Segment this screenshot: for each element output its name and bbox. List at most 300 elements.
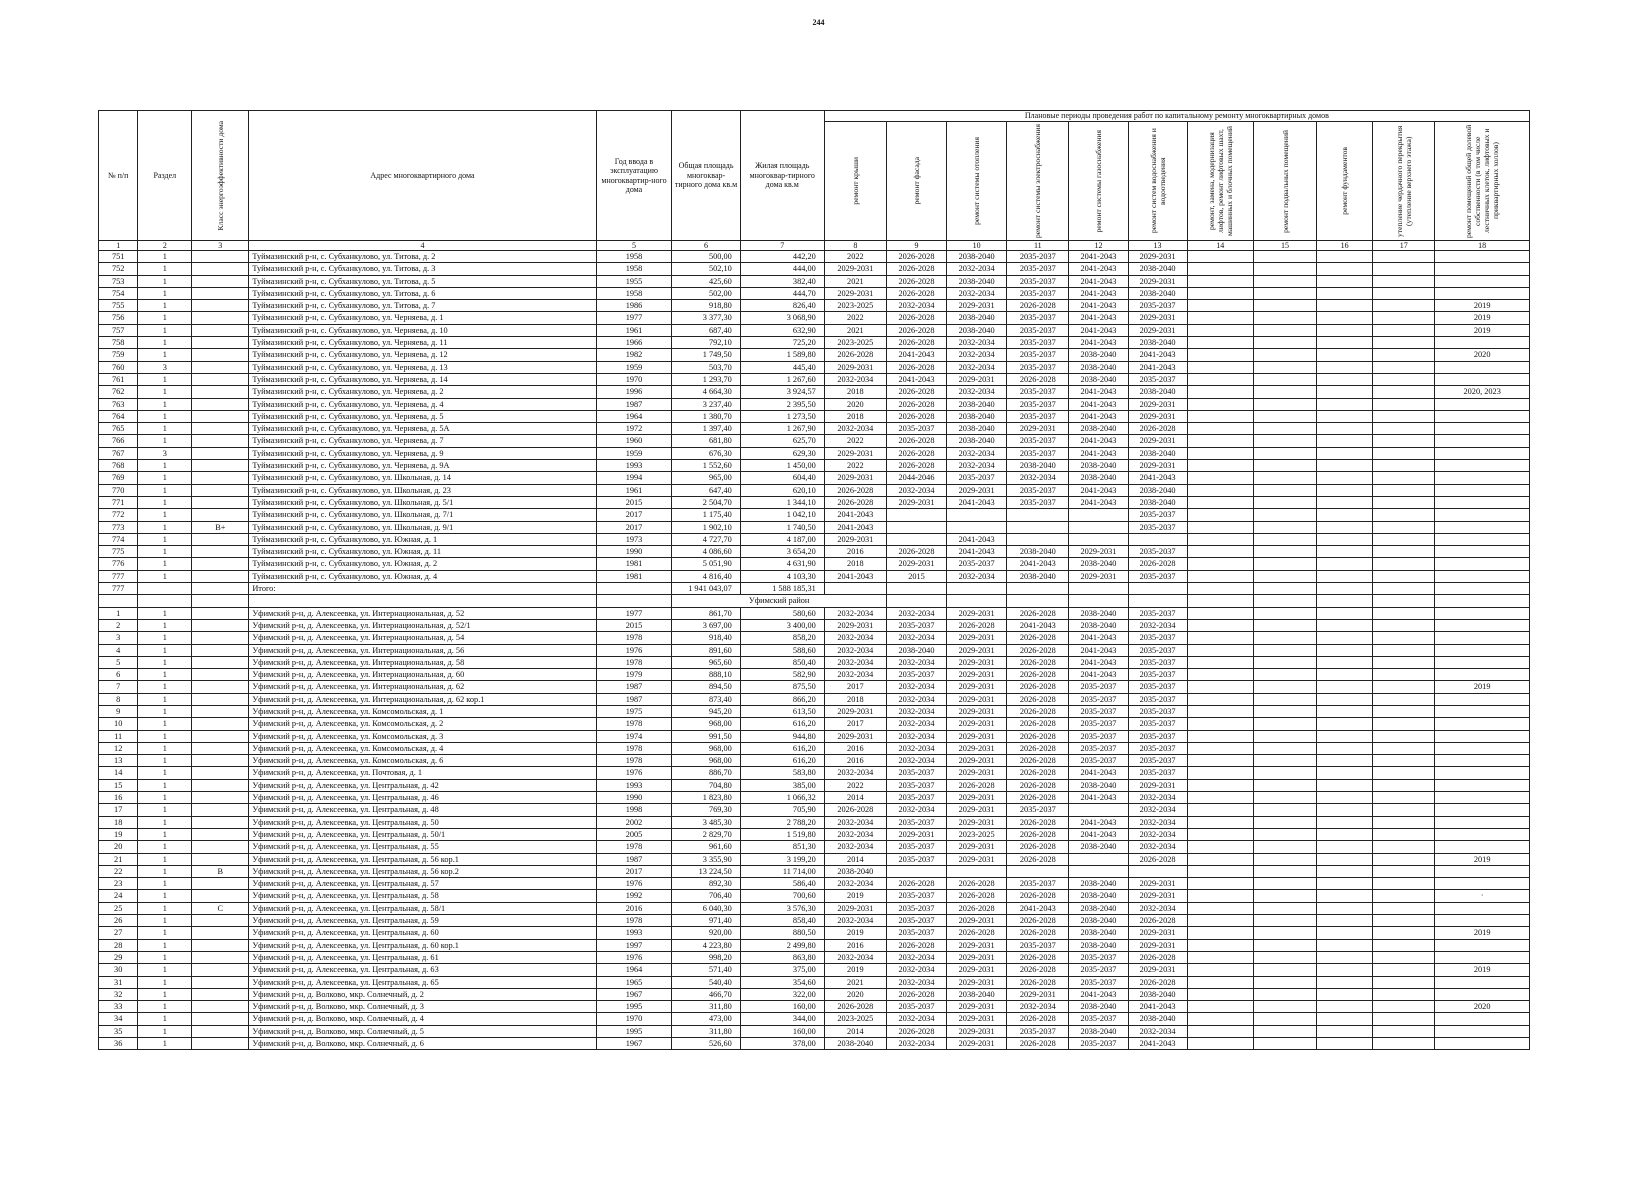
cell-total-area: 894,50 xyxy=(672,681,740,693)
cell-section: 1 xyxy=(138,521,192,533)
cell-common-premises: 2020 xyxy=(1435,1001,1530,1013)
cell-year: 1973 xyxy=(596,533,672,545)
cell-living-area: 1 273,50 xyxy=(740,410,824,422)
cell-elevators xyxy=(1187,767,1253,779)
cell-foundation xyxy=(1317,853,1373,865)
cell-attic-insulation xyxy=(1373,533,1435,545)
cell-year: 1958 xyxy=(596,287,672,299)
cell-gas: 2035-2037 xyxy=(1069,730,1128,742)
cell-address: Уфимский р-н, д. Волково, мкр. Солнечный, д. 5 xyxy=(249,1025,596,1037)
cell-heating: 2029-2031 xyxy=(947,742,1007,754)
cell-num: 772 xyxy=(99,509,138,521)
cell-electricity: 2035-2037 xyxy=(1007,324,1069,336)
cell-attic-insulation xyxy=(1373,816,1435,828)
cell-total-area: 1 823,80 xyxy=(672,792,740,804)
cell-energy-class xyxy=(192,828,249,840)
section-spacer-cell xyxy=(138,595,192,607)
table-row xyxy=(99,816,1530,828)
cell-foundation xyxy=(1317,865,1373,877)
cell-common-premises: 2019 xyxy=(1435,324,1530,336)
section-spacer-cell xyxy=(1007,595,1069,607)
cell-electricity: 2026-2028 xyxy=(1007,693,1069,705)
cell-basement xyxy=(1253,251,1316,263)
cell-basement xyxy=(1253,324,1316,336)
cell-address: Уфимский р-н, д. Волково, мкр. Солнечный, д. 2 xyxy=(249,988,596,1000)
cell-energy-class xyxy=(192,583,249,595)
cell-roof: 2029-2031 xyxy=(824,619,886,631)
cell-living-area: 880,50 xyxy=(740,927,824,939)
cell-num: 753 xyxy=(99,275,138,287)
cell-address: Уфимский р-н, д. Алексеевка, ул. Центральная, д. 56 кор.2 xyxy=(249,865,596,877)
table-row xyxy=(99,410,1530,422)
cell-total-area: 991,50 xyxy=(672,730,740,742)
cell-elevators xyxy=(1187,496,1253,508)
cell-common-premises: 2019 xyxy=(1435,927,1530,939)
cell-num: 12 xyxy=(99,742,138,754)
cell-gas: 2041-2043 xyxy=(1069,644,1128,656)
cell-heating: 2041-2043 xyxy=(947,533,1007,545)
cell-common-premises xyxy=(1435,1038,1530,1050)
cell-living-area: 3 924,57 xyxy=(740,386,824,398)
cell-basement xyxy=(1253,730,1316,742)
cell-water: 2038-2040 xyxy=(1128,263,1187,275)
cell-common-premises xyxy=(1435,607,1530,619)
cell-elevators xyxy=(1187,841,1253,853)
cell-facade: 2032-2034 xyxy=(886,632,946,644)
cell-elevators xyxy=(1187,324,1253,336)
cell-heating: 2023-2025 xyxy=(947,828,1007,840)
cell-address: Уфимский р-н, д. Алексеевка, ул. Комсомольская, д. 6 xyxy=(249,755,596,767)
header-total-area: Общая площадь многоквар-тирного дома кв.м xyxy=(672,111,740,241)
header-num: № п/п xyxy=(99,111,138,241)
cell-attic-insulation xyxy=(1373,607,1435,619)
column-number: 15 xyxy=(1253,241,1316,251)
cell-foundation xyxy=(1317,361,1373,373)
cell-elevators xyxy=(1187,915,1253,927)
cell-water: 2035-2037 xyxy=(1128,742,1187,754)
cell-elevators xyxy=(1187,263,1253,275)
cell-foundation xyxy=(1317,533,1373,545)
cell-address: Итого: xyxy=(249,583,596,595)
cell-roof: 2032-2034 xyxy=(824,373,886,385)
cell-water: 2035-2037 xyxy=(1128,705,1187,717)
cell-gas: 2038-2040 xyxy=(1069,902,1128,914)
cell-total-area: 769,30 xyxy=(672,804,740,816)
cell-water: 2035-2037 xyxy=(1128,718,1187,730)
cell-elevators xyxy=(1187,287,1253,299)
cell-living-area: 1 267,60 xyxy=(740,373,824,385)
cell-num: 28 xyxy=(99,939,138,951)
cell-total-area: 503,70 xyxy=(672,361,740,373)
cell-attic-insulation xyxy=(1373,287,1435,299)
cell-address: Уфимский р-н, д. Алексеевка, ул. Центральная, д. 58/1 xyxy=(249,902,596,914)
cell-address: Уфимский р-н, д. Алексеевка, ул. Центральная, д. 57 xyxy=(249,878,596,890)
cell-roof: 2029-2031 xyxy=(824,287,886,299)
header-planned-periods: Плановые периоды проведения работ по капитальному ремонту многоквартирных домов xyxy=(824,111,1529,122)
cell-basement xyxy=(1253,755,1316,767)
cell-section: 1 xyxy=(138,533,192,545)
cell-gas: 2038-2040 xyxy=(1069,939,1128,951)
cell-address: Уфимский р-н, д. Волково, мкр. Солнечный, д. 6 xyxy=(249,1038,596,1050)
cell-common-premises: 2019 xyxy=(1435,853,1530,865)
cell-foundation xyxy=(1317,841,1373,853)
cell-electricity: 2035-2037 xyxy=(1007,287,1069,299)
cell-total-area: 888,10 xyxy=(672,669,740,681)
cell-electricity: 2035-2037 xyxy=(1007,312,1069,324)
cell-total-area: 1 749,50 xyxy=(672,349,740,361)
cell-year: 1978 xyxy=(596,841,672,853)
column-number: 6 xyxy=(672,241,740,251)
cell-heating: 2026-2028 xyxy=(947,878,1007,890)
cell-gas: 2038-2040 xyxy=(1069,878,1128,890)
cell-address: Уфимский р-н, д. Алексеевка, ул. Центральная, д. 48 xyxy=(249,804,596,816)
cell-heating: 2029-2031 xyxy=(947,853,1007,865)
cell-gas: 2041-2043 xyxy=(1069,312,1128,324)
cell-living-area: 444,70 xyxy=(740,287,824,299)
cell-address: Туймазинский р-н, с. Субханкулово, ул. Южная, д. 4 xyxy=(249,570,596,582)
cell-address: Уфимский р-н, д. Алексеевка, ул. Интернациональная, д. 54 xyxy=(249,632,596,644)
cell-foundation xyxy=(1317,287,1373,299)
cell-year: 1992 xyxy=(596,890,672,902)
cell-heating: 2029-2031 xyxy=(947,951,1007,963)
cell-energy-class xyxy=(192,275,249,287)
cell-gas: 2038-2040 xyxy=(1069,373,1128,385)
cell-num: 3 xyxy=(99,632,138,644)
cell-water xyxy=(1128,533,1187,545)
cell-living-area: 625,70 xyxy=(740,435,824,447)
cell-section: 1 xyxy=(138,1025,192,1037)
cell-facade: 2035-2037 xyxy=(886,927,946,939)
cell-year: 1970 xyxy=(596,1013,672,1025)
cell-roof: 2018 xyxy=(824,386,886,398)
cell-roof: 2041-2043 xyxy=(824,509,886,521)
cell-facade: 2026-2028 xyxy=(886,324,946,336)
cell-num: 760 xyxy=(99,361,138,373)
cell-heating: 2038-2040 xyxy=(947,423,1007,435)
cell-common-premises xyxy=(1435,337,1530,349)
cell-facade: 2032-2034 xyxy=(886,705,946,717)
cell-year: 1976 xyxy=(596,644,672,656)
cell-total-area: 681,80 xyxy=(672,435,740,447)
cell-basement xyxy=(1253,337,1316,349)
cell-water: 2038-2040 xyxy=(1128,496,1187,508)
cell-address: Туймазинский р-н, с. Субханкулово, ул. Школьная, д. 9/1 xyxy=(249,521,596,533)
cell-heating: 2029-2031 xyxy=(947,841,1007,853)
cell-total-area: 4 664,30 xyxy=(672,386,740,398)
cell-total-area: 4 816,40 xyxy=(672,570,740,582)
cell-water: 2035-2037 xyxy=(1128,300,1187,312)
cell-facade: 2026-2028 xyxy=(886,939,946,951)
cell-gas: 2041-2043 xyxy=(1069,287,1128,299)
cell-heating: 2032-2034 xyxy=(947,287,1007,299)
cell-roof: 2019 xyxy=(824,964,886,976)
cell-gas: 2038-2040 xyxy=(1069,619,1128,631)
cell-basement xyxy=(1253,583,1316,595)
cell-heating: 2032-2034 xyxy=(947,361,1007,373)
cell-heating: 2029-2031 xyxy=(947,730,1007,742)
cell-attic-insulation xyxy=(1373,804,1435,816)
cell-num: 758 xyxy=(99,337,138,349)
cell-facade: 2015 xyxy=(886,570,946,582)
cell-year: 2017 xyxy=(596,509,672,521)
cell-electricity: 2035-2037 xyxy=(1007,386,1069,398)
cell-electricity: 2035-2037 xyxy=(1007,275,1069,287)
cell-num: 26 xyxy=(99,915,138,927)
cell-foundation xyxy=(1317,263,1373,275)
cell-foundation xyxy=(1317,656,1373,668)
cell-foundation xyxy=(1317,767,1373,779)
column-number: 4 xyxy=(249,241,596,251)
cell-roof: 2029-2031 xyxy=(824,730,886,742)
cell-common-premises xyxy=(1435,792,1530,804)
cell-energy-class xyxy=(192,656,249,668)
cell-section: 1 xyxy=(138,927,192,939)
cell-attic-insulation xyxy=(1373,398,1435,410)
cell-basement xyxy=(1253,865,1316,877)
cell-facade: 2035-2037 xyxy=(886,767,946,779)
cell-total-area: 3 697,00 xyxy=(672,619,740,631)
table-row xyxy=(99,890,1530,902)
cell-address: Уфимский р-н, д. Алексеевка, ул. Интернациональная, д. 58 xyxy=(249,656,596,668)
cell-address: Уфимский р-н, д. Алексеевка, ул. Интернациональная, д. 52/1 xyxy=(249,619,596,631)
cell-section: 1 xyxy=(138,951,192,963)
cell-heating: 2029-2031 xyxy=(947,669,1007,681)
cell-gas: 2038-2040 xyxy=(1069,890,1128,902)
cell-electricity: 2029-2031 xyxy=(1007,423,1069,435)
cell-year: 1976 xyxy=(596,767,672,779)
cell-num: 24 xyxy=(99,890,138,902)
cell-living-area: 354,60 xyxy=(740,976,824,988)
cell-roof: 2029-2031 xyxy=(824,361,886,373)
cell-living-area: 866,20 xyxy=(740,693,824,705)
table-row xyxy=(99,324,1530,336)
cell-common-premises xyxy=(1435,988,1530,1000)
cell-common-premises xyxy=(1435,447,1530,459)
table-row xyxy=(99,300,1530,312)
cell-section: 1 xyxy=(138,878,192,890)
cell-common-premises xyxy=(1435,398,1530,410)
cell-electricity: 2029-2031 xyxy=(1007,988,1069,1000)
cell-foundation xyxy=(1317,251,1373,263)
table-row xyxy=(99,472,1530,484)
cell-num: 23 xyxy=(99,878,138,890)
cell-basement xyxy=(1253,472,1316,484)
cell-attic-insulation xyxy=(1373,767,1435,779)
cell-common-premises xyxy=(1435,509,1530,521)
cell-elevators xyxy=(1187,705,1253,717)
cell-section: 3 xyxy=(138,361,192,373)
cell-foundation xyxy=(1317,816,1373,828)
cell-num: 766 xyxy=(99,435,138,447)
cell-energy-class xyxy=(192,300,249,312)
cell-gas: 2035-2037 xyxy=(1069,681,1128,693)
cell-total-area: 1 941 043,07 xyxy=(672,583,740,595)
cell-attic-insulation xyxy=(1373,484,1435,496)
cell-electricity: 2035-2037 xyxy=(1007,496,1069,508)
cell-living-area: 613,50 xyxy=(740,705,824,717)
cell-facade: 2032-2034 xyxy=(886,607,946,619)
section-spacer-cell xyxy=(1253,595,1316,607)
cell-heating: 2038-2040 xyxy=(947,410,1007,422)
cell-common-premises: 2020, 2023 xyxy=(1435,386,1530,398)
cell-attic-insulation xyxy=(1373,742,1435,754)
cell-gas: 2035-2037 xyxy=(1069,718,1128,730)
cell-total-area: 945,20 xyxy=(672,705,740,717)
cell-energy-class xyxy=(192,435,249,447)
cell-roof: 2029-2031 xyxy=(824,447,886,459)
cell-address: Уфимский р-н, д. Алексеевка, ул. Центральная, д. 60 кор.1 xyxy=(249,939,596,951)
cell-section: 1 xyxy=(138,804,192,816)
cell-num: 757 xyxy=(99,324,138,336)
cell-heating xyxy=(947,509,1007,521)
cell-num: 36 xyxy=(99,1038,138,1050)
cell-electricity: 2026-2028 xyxy=(1007,964,1069,976)
cell-year: 1975 xyxy=(596,705,672,717)
cell-basement xyxy=(1253,263,1316,275)
cell-energy-class xyxy=(192,705,249,717)
cell-facade: 2026-2028 xyxy=(886,312,946,324)
cell-gas: 2029-2031 xyxy=(1069,546,1128,558)
cell-roof: 2029-2031 xyxy=(824,263,886,275)
cell-common-premises xyxy=(1435,915,1530,927)
cell-heating: 2029-2031 xyxy=(947,964,1007,976)
cell-elevators xyxy=(1187,484,1253,496)
cell-num: 759 xyxy=(99,349,138,361)
cell-living-area: 1 344,10 xyxy=(740,496,824,508)
cell-gas: 2041-2043 xyxy=(1069,484,1128,496)
cell-attic-insulation xyxy=(1373,878,1435,890)
cell-elevators xyxy=(1187,804,1253,816)
cell-basement xyxy=(1253,644,1316,656)
cell-roof: 2022 xyxy=(824,779,886,791)
cell-energy-class xyxy=(192,337,249,349)
cell-num: 775 xyxy=(99,546,138,558)
cell-heating xyxy=(947,583,1007,595)
cell-energy-class xyxy=(192,804,249,816)
cell-attic-insulation xyxy=(1373,386,1435,398)
cell-section: 1 xyxy=(138,558,192,570)
cell-electricity: 2026-2028 xyxy=(1007,373,1069,385)
cell-living-area: 586,40 xyxy=(740,878,824,890)
cell-energy-class xyxy=(192,509,249,521)
cell-gas: 2035-2037 xyxy=(1069,742,1128,754)
cell-common-premises xyxy=(1435,828,1530,840)
cell-year: 1976 xyxy=(596,951,672,963)
cell-heating: 2026-2028 xyxy=(947,902,1007,914)
cell-num: 17 xyxy=(99,804,138,816)
cell-common-premises xyxy=(1435,410,1530,422)
cell-elevators xyxy=(1187,1001,1253,1013)
cell-section: 1 xyxy=(138,324,192,336)
cell-foundation xyxy=(1317,607,1373,619)
cell-living-area: 700,60 xyxy=(740,890,824,902)
cell-facade xyxy=(886,509,946,521)
cell-energy-class xyxy=(192,951,249,963)
cell-year: 1978 xyxy=(596,755,672,767)
cell-foundation xyxy=(1317,669,1373,681)
cell-elevators xyxy=(1187,619,1253,631)
cell-living-area: 2 395,50 xyxy=(740,398,824,410)
cell-foundation xyxy=(1317,521,1373,533)
column-number: 11 xyxy=(1007,241,1069,251)
cell-basement xyxy=(1253,915,1316,927)
cell-living-area: 875,50 xyxy=(740,681,824,693)
cell-elevators xyxy=(1187,251,1253,263)
cell-elevators xyxy=(1187,828,1253,840)
cell-living-area: 160,00 xyxy=(740,1025,824,1037)
table-row xyxy=(99,853,1530,865)
cell-num: 31 xyxy=(99,976,138,988)
cell-electricity: 2035-2037 xyxy=(1007,878,1069,890)
cell-common-premises xyxy=(1435,460,1530,472)
cell-facade: 2032-2034 xyxy=(886,693,946,705)
cell-elevators xyxy=(1187,361,1253,373)
column-numbers-row xyxy=(99,241,1530,251)
cell-elevators xyxy=(1187,976,1253,988)
table-row xyxy=(99,521,1530,533)
cell-year: 1981 xyxy=(596,558,672,570)
cell-total-area: 706,40 xyxy=(672,890,740,902)
cell-facade: 2035-2037 xyxy=(886,423,946,435)
cell-basement xyxy=(1253,373,1316,385)
cell-electricity: 2026-2028 xyxy=(1007,951,1069,963)
cell-facade: 2035-2037 xyxy=(886,1001,946,1013)
cell-attic-insulation xyxy=(1373,521,1435,533)
cell-elevators xyxy=(1187,656,1253,668)
cell-address: Туймазинский р-н, с. Субханкулово, ул. Черняева, д. 11 xyxy=(249,337,596,349)
cell-living-area: 1 066,32 xyxy=(740,792,824,804)
cell-attic-insulation xyxy=(1373,509,1435,521)
cell-roof: 2017 xyxy=(824,681,886,693)
cell-facade: 2035-2037 xyxy=(886,841,946,853)
cell-year: 1995 xyxy=(596,1001,672,1013)
cell-year: 1993 xyxy=(596,779,672,791)
table-row xyxy=(99,902,1530,914)
cell-basement xyxy=(1253,792,1316,804)
cell-attic-insulation xyxy=(1373,644,1435,656)
cell-common-premises xyxy=(1435,976,1530,988)
cell-year: 1961 xyxy=(596,324,672,336)
cell-year: 2017 xyxy=(596,521,672,533)
table-row xyxy=(99,828,1530,840)
table-row xyxy=(99,607,1530,619)
cell-basement xyxy=(1253,410,1316,422)
cell-water: 2035-2037 xyxy=(1128,656,1187,668)
cell-facade: 2032-2034 xyxy=(886,730,946,742)
cell-address: Уфимский р-н, д. Алексеевка, ул. Центральная, д. 60 xyxy=(249,927,596,939)
cell-total-area: 886,70 xyxy=(672,767,740,779)
cell-roof: 2017 xyxy=(824,718,886,730)
cell-roof: 2032-2034 xyxy=(824,632,886,644)
cell-elevators xyxy=(1187,423,1253,435)
cell-basement xyxy=(1253,976,1316,988)
cell-roof: 2023-2025 xyxy=(824,337,886,349)
cell-water: 2032-2034 xyxy=(1128,1025,1187,1037)
cell-roof: 2018 xyxy=(824,558,886,570)
cell-facade: 2026-2028 xyxy=(886,878,946,890)
cell-common-premises: 2019 xyxy=(1435,681,1530,693)
cell-section: 1 xyxy=(138,755,192,767)
cell-attic-insulation xyxy=(1373,1025,1435,1037)
cell-heating: 2026-2028 xyxy=(947,927,1007,939)
cell-num: 767 xyxy=(99,447,138,459)
cell-facade: 2032-2034 xyxy=(886,1038,946,1050)
cell-energy-class xyxy=(192,570,249,582)
cell-gas: 2041-2043 xyxy=(1069,410,1128,422)
table-row xyxy=(99,447,1530,459)
cell-energy-class xyxy=(192,927,249,939)
cell-foundation xyxy=(1317,435,1373,447)
